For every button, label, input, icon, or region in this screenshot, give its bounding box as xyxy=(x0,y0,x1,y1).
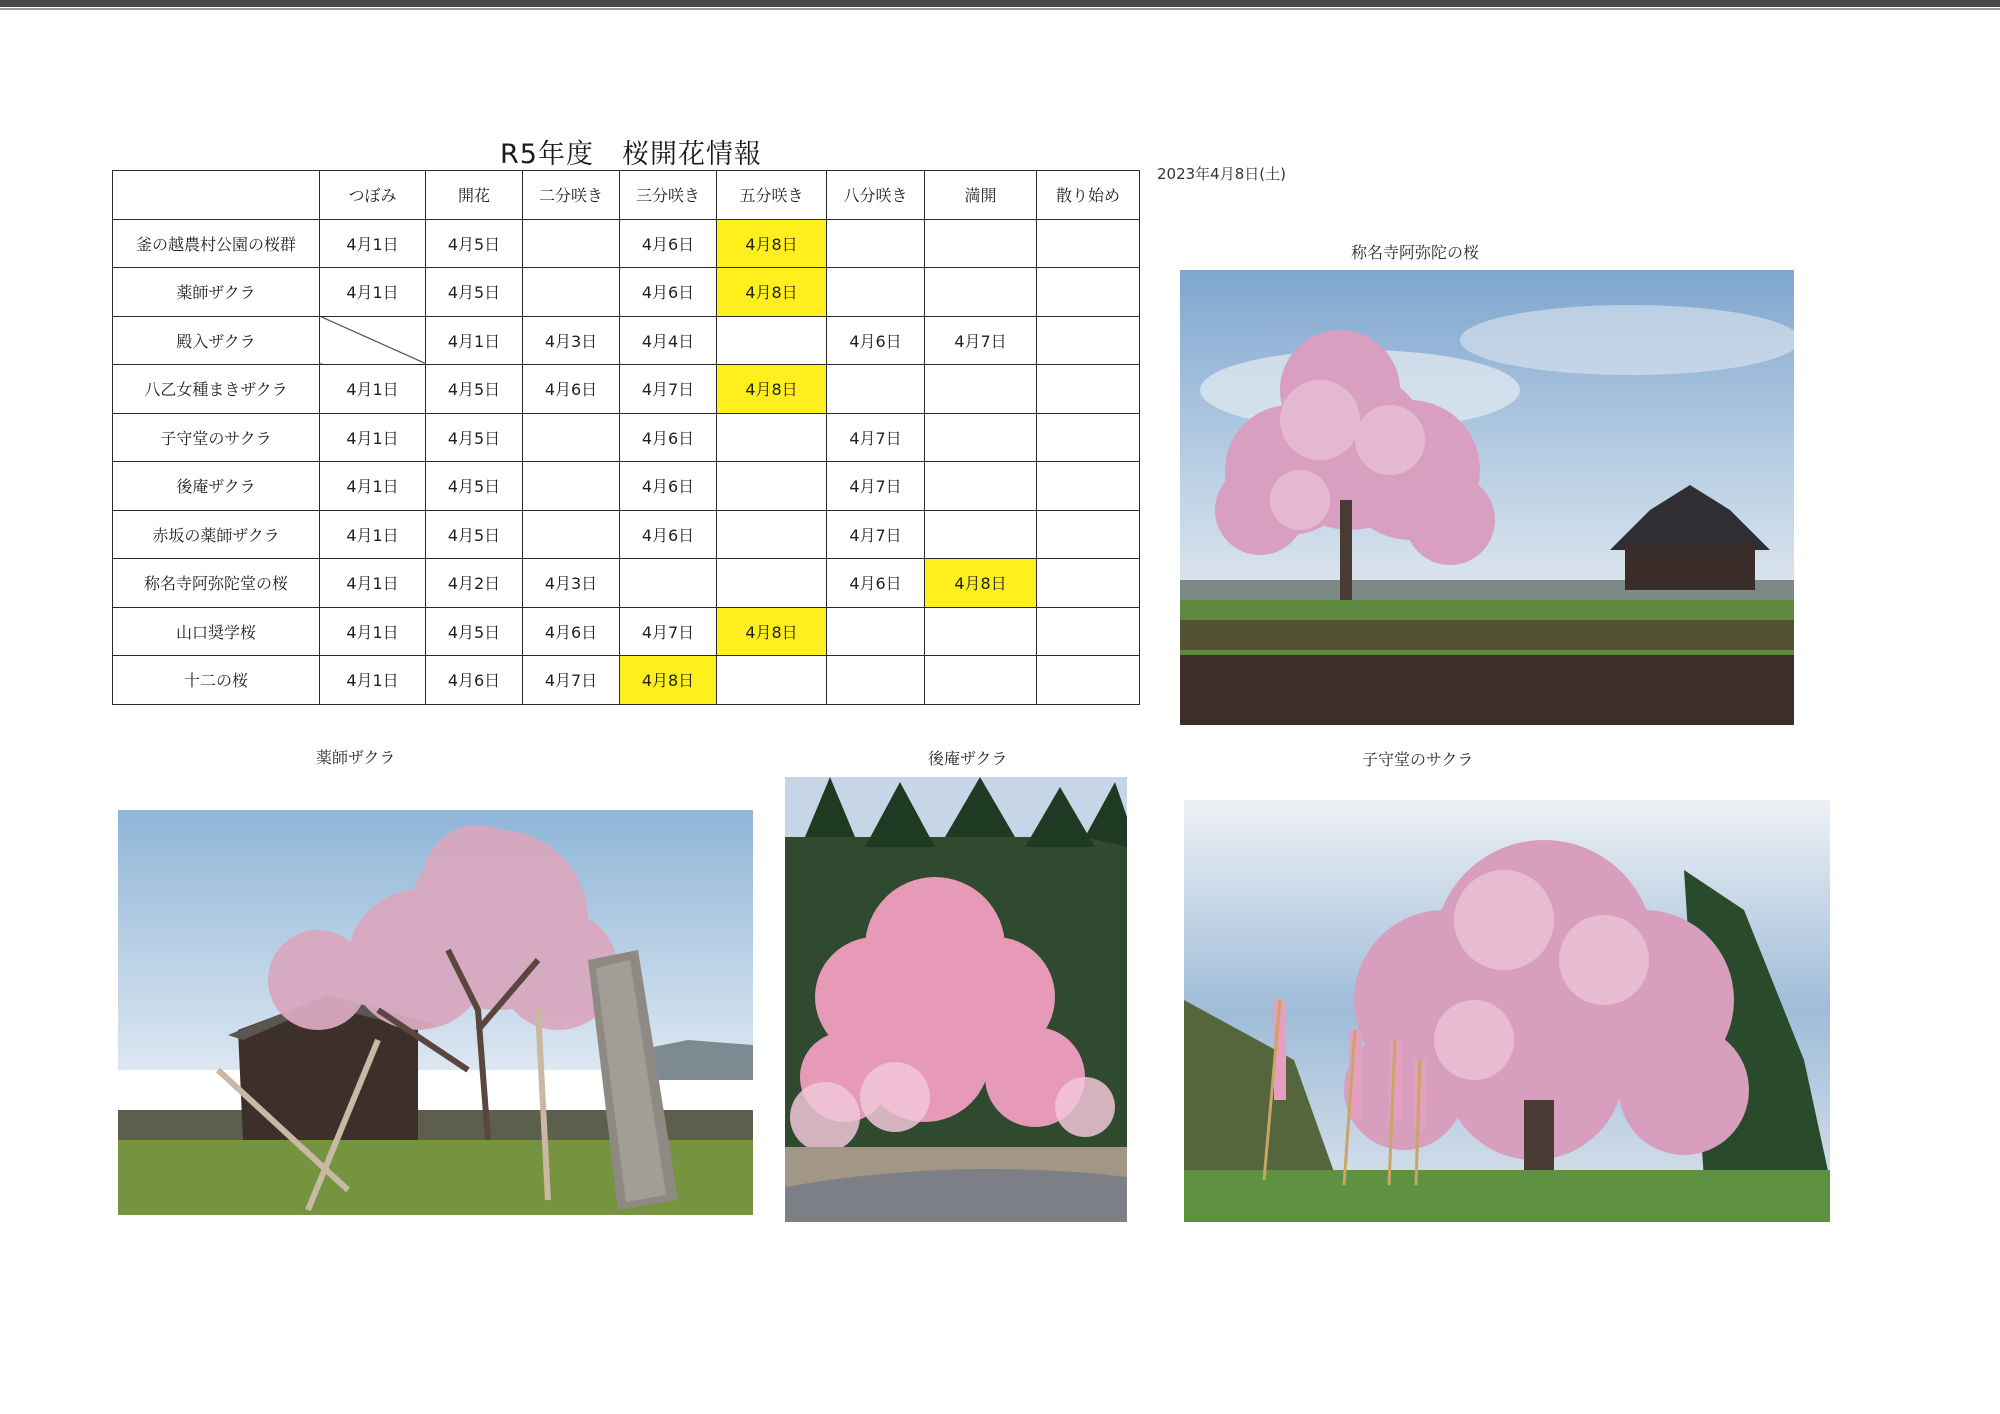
date-cell xyxy=(1037,316,1140,365)
row-name-cell: 赤坂の薬師ザクラ xyxy=(113,510,320,559)
table-row xyxy=(113,268,1140,317)
date-cell: 4月5日 xyxy=(426,219,523,268)
date-cell: 4月1日 xyxy=(320,413,426,462)
current-stage-cell: 4月8日 xyxy=(717,219,827,268)
photo-caption-yakushi: 薬師ザクラ xyxy=(316,748,396,767)
date-cell xyxy=(827,656,925,705)
date-cell xyxy=(925,656,1037,705)
date-cell: 4月6日 xyxy=(620,462,717,511)
date-cell: 4月7日 xyxy=(523,656,620,705)
scan-top-border-shadow xyxy=(0,8,2000,10)
date-cell xyxy=(1037,219,1140,268)
header-cell: 八分咲き xyxy=(827,171,925,220)
header-cell: 三分咲き xyxy=(620,171,717,220)
date-cell: 4月5日 xyxy=(426,510,523,559)
scan-top-border xyxy=(0,0,2000,7)
row-name-cell: 殿入ザクラ xyxy=(113,316,320,365)
date-cell: 4月6日 xyxy=(620,219,717,268)
date-cell xyxy=(925,607,1037,656)
not-applicable-cell xyxy=(320,316,426,365)
date-cell: 4月6日 xyxy=(827,559,925,608)
row-name-cell: 釜の越農村公園の桜群 xyxy=(113,219,320,268)
date-cell xyxy=(925,365,1037,414)
date-cell: 4月6日 xyxy=(620,510,717,559)
header-cell: つぼみ xyxy=(320,171,426,220)
table-row xyxy=(113,510,1140,559)
photo-caption-komorido: 子守堂のサクラ xyxy=(1362,750,1474,769)
date-cell: 4月3日 xyxy=(523,559,620,608)
date-cell: 4月7日 xyxy=(925,316,1037,365)
date-cell xyxy=(1037,656,1140,705)
photo-caption-shomyoji: 称名寺阿弥陀の桜 xyxy=(1351,243,1480,262)
table-row xyxy=(113,316,1140,365)
table-row xyxy=(113,656,1140,705)
date-cell xyxy=(925,413,1037,462)
date-cell: 4月4日 xyxy=(620,316,717,365)
date-cell: 4月6日 xyxy=(620,268,717,317)
date-cell xyxy=(717,462,827,511)
date-cell: 4月7日 xyxy=(827,462,925,511)
date-cell xyxy=(1037,462,1140,511)
date-cell xyxy=(1037,510,1140,559)
date-cell xyxy=(717,559,827,608)
row-name-cell: 称名寺阿弥陀堂の桜 xyxy=(113,559,320,608)
date-cell xyxy=(925,462,1037,511)
date-cell: 4月6日 xyxy=(426,656,523,705)
row-name-cell: 八乙女種まきザクラ xyxy=(113,365,320,414)
date-cell: 4月1日 xyxy=(426,316,523,365)
date-cell xyxy=(717,510,827,559)
date-cell xyxy=(717,656,827,705)
date-cell: 4月6日 xyxy=(620,413,717,462)
bloom-status-table xyxy=(112,170,1140,705)
photo-komorido-cherry-tree xyxy=(1184,800,1830,1222)
date-cell: 4月5日 xyxy=(426,413,523,462)
photo-shomyoji-cherry-tree xyxy=(1180,270,1794,725)
date-cell xyxy=(925,510,1037,559)
date-cell: 4月7日 xyxy=(827,413,925,462)
date-cell xyxy=(523,510,620,559)
date-cell: 4月1日 xyxy=(320,559,426,608)
header-cell: 二分咲き xyxy=(523,171,620,220)
header-cell: 開花 xyxy=(426,171,523,220)
table-row xyxy=(113,365,1140,414)
photo-goan-cherry-tree xyxy=(785,777,1127,1222)
row-name-cell: 子守堂のサクラ xyxy=(113,413,320,462)
table-row xyxy=(113,462,1140,511)
date-cell xyxy=(827,607,925,656)
date-cell xyxy=(523,268,620,317)
report-date: 2023年4月8日(土) xyxy=(1157,165,1286,183)
date-cell xyxy=(717,316,827,365)
header-cell: 五分咲き xyxy=(717,171,827,220)
row-name-cell: 十二の桜 xyxy=(113,656,320,705)
date-cell: 4月7日 xyxy=(620,365,717,414)
photo-komorido-image xyxy=(1184,800,1830,1222)
current-stage-cell: 4月8日 xyxy=(925,559,1037,608)
date-cell: 4月1日 xyxy=(320,219,426,268)
date-cell: 4月2日 xyxy=(426,559,523,608)
date-cell xyxy=(523,413,620,462)
table-row xyxy=(113,559,1140,608)
date-cell xyxy=(925,219,1037,268)
date-cell xyxy=(827,365,925,414)
table-header-row xyxy=(113,171,1140,220)
table-row xyxy=(113,413,1140,462)
date-cell: 4月1日 xyxy=(320,656,426,705)
date-cell: 4月1日 xyxy=(320,510,426,559)
photo-caption-goan: 後庵ザクラ xyxy=(928,749,1008,768)
photo-goan-image xyxy=(785,777,1127,1222)
current-stage-cell: 4月8日 xyxy=(717,268,827,317)
photo-yakushi-image xyxy=(118,810,753,1215)
current-stage-cell: 4月8日 xyxy=(717,607,827,656)
date-cell: 4月5日 xyxy=(426,462,523,511)
header-corner-cell xyxy=(113,171,320,220)
table-row xyxy=(113,607,1140,656)
page-title: R5年度 桜開花情報 xyxy=(500,139,762,170)
date-cell: 4月1日 xyxy=(320,607,426,656)
date-cell xyxy=(620,559,717,608)
row-name-cell: 後庵ザクラ xyxy=(113,462,320,511)
date-cell xyxy=(1037,413,1140,462)
date-cell: 4月7日 xyxy=(827,510,925,559)
date-cell xyxy=(523,219,620,268)
date-cell xyxy=(717,413,827,462)
row-name-cell: 薬師ザクラ xyxy=(113,268,320,317)
date-cell xyxy=(1037,365,1140,414)
current-stage-cell: 4月8日 xyxy=(620,656,717,705)
row-name-cell: 山口奨学桜 xyxy=(113,607,320,656)
date-cell: 4月5日 xyxy=(426,268,523,317)
date-cell: 4月1日 xyxy=(320,462,426,511)
date-cell xyxy=(925,268,1037,317)
current-stage-cell: 4月8日 xyxy=(717,365,827,414)
date-cell: 4月6日 xyxy=(827,316,925,365)
header-cell: 散り始め xyxy=(1037,171,1140,220)
date-cell: 4月5日 xyxy=(426,365,523,414)
date-cell: 4月5日 xyxy=(426,607,523,656)
date-cell xyxy=(827,268,925,317)
date-cell xyxy=(1037,268,1140,317)
date-cell: 4月1日 xyxy=(320,268,426,317)
date-cell: 4月6日 xyxy=(523,607,620,656)
date-cell xyxy=(1037,559,1140,608)
date-cell: 4月7日 xyxy=(620,607,717,656)
header-cell: 満開 xyxy=(925,171,1037,220)
date-cell xyxy=(523,462,620,511)
photo-yakushi-cherry-tree xyxy=(118,810,753,1215)
date-cell: 4月1日 xyxy=(320,365,426,414)
photo-shomyoji-image xyxy=(1180,270,1794,725)
date-cell xyxy=(827,219,925,268)
table-row xyxy=(113,219,1140,268)
date-cell: 4月3日 xyxy=(523,316,620,365)
date-cell: 4月6日 xyxy=(523,365,620,414)
date-cell xyxy=(1037,607,1140,656)
